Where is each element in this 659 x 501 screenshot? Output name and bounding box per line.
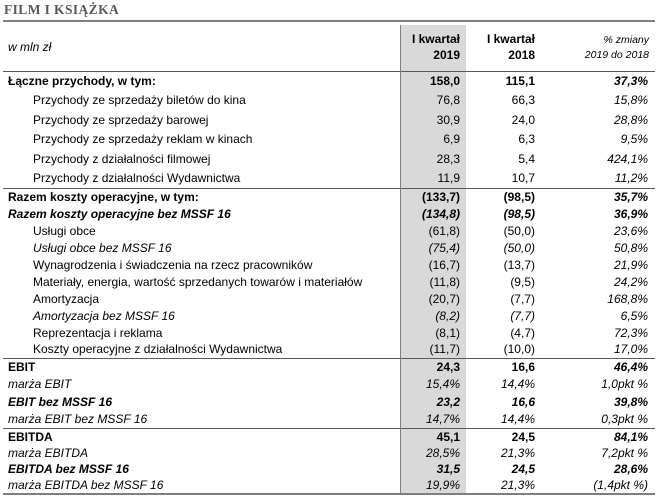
value-2018: 14,4% xyxy=(500,412,535,427)
header-row xyxy=(3,25,655,71)
value-2019: 19,9% xyxy=(400,478,466,494)
row-label: Przychody z działalności filmowej xyxy=(33,151,211,166)
value-2019: (11,8) xyxy=(400,273,466,290)
row-label: marża EBITDA xyxy=(8,445,89,460)
value-2018: (50,0) xyxy=(503,240,535,255)
value-change: (1,4pkt %) xyxy=(593,478,648,493)
row-label: EBITDA xyxy=(3,428,400,444)
section-ebit xyxy=(3,358,655,428)
value-2019: (16,7) xyxy=(400,256,466,273)
value-2019: (11,7) xyxy=(400,341,466,358)
table-row xyxy=(3,461,655,477)
value-2018: 21,3% xyxy=(500,445,535,460)
value-2018: 24,5 xyxy=(511,462,535,477)
table-row xyxy=(3,110,655,130)
value-2018: 5,4 xyxy=(518,151,535,166)
value-2019: (134,8) xyxy=(400,205,466,222)
column-header-2019-line2: 2019 xyxy=(433,47,460,62)
value-change: 39,8% xyxy=(613,394,648,409)
value-2018: 14,4% xyxy=(500,377,535,392)
table-row xyxy=(3,239,655,256)
value-2019: 6,9 xyxy=(400,130,466,150)
value-2019: (133,7) xyxy=(400,188,466,205)
column-header-change-line2: 2019 do 2018 xyxy=(584,48,649,61)
value-change: 46,4% xyxy=(541,358,655,376)
value-2018: 66,3 xyxy=(511,93,535,108)
value-2018: 24,0 xyxy=(511,112,535,127)
value-change: 50,8% xyxy=(613,240,648,255)
table-row xyxy=(3,393,655,411)
value-2018: (13,7) xyxy=(503,257,535,272)
value-change: 6,5% xyxy=(620,308,648,323)
column-header-change xyxy=(541,25,655,71)
table-row xyxy=(3,130,655,150)
financial-table xyxy=(3,25,655,495)
value-2018: (50,0) xyxy=(503,223,535,238)
table-row xyxy=(3,358,655,376)
section-revenues xyxy=(3,71,655,188)
value-2019: 76,8 xyxy=(400,91,466,111)
table-row xyxy=(3,341,655,358)
value-change: 36,9% xyxy=(613,206,648,221)
value-2018: (4,7) xyxy=(510,325,535,340)
value-2018: 6,3 xyxy=(518,132,535,147)
table-row xyxy=(3,205,655,222)
value-change: 15,8% xyxy=(613,93,648,108)
value-2018: (98,5) xyxy=(503,206,535,221)
row-label: Przychody ze sprzedaży reklam w kinach xyxy=(33,132,253,147)
table-row xyxy=(3,169,655,189)
column-header-2019-line1: I kwartał xyxy=(411,32,460,47)
value-change: 24,2% xyxy=(613,274,648,289)
table-row xyxy=(3,290,655,307)
column-header-2018-line2: 2018 xyxy=(508,47,535,62)
row-label: Przychody ze sprzedaży barowej xyxy=(33,112,209,127)
value-2018: (7,7) xyxy=(510,308,535,323)
value-2018: 16,6 xyxy=(511,394,535,409)
row-label: Przychody ze sprzedaży biletów do kina xyxy=(33,93,246,108)
section-costs xyxy=(3,188,655,358)
value-change: 17,0% xyxy=(613,342,648,357)
table-row xyxy=(3,307,655,324)
row-label: Koszty operacyjne z działalności Wydawnictwa xyxy=(33,342,283,357)
row-label: marża EBITDA bez MSSF 16 xyxy=(8,478,164,493)
column-header-change-line1: % zmiany xyxy=(603,33,649,46)
value-change: 28,6% xyxy=(613,462,648,477)
table-row xyxy=(3,478,655,494)
value-2019: (20,7) xyxy=(400,290,466,307)
value-2019: 30,9 xyxy=(400,110,466,130)
row-label: Materiały, energia, wartość sprzedanych towarów i materiałów xyxy=(33,274,363,289)
value-2019: 15,4% xyxy=(400,376,466,394)
table-row xyxy=(3,222,655,239)
value-2018: 21,3% xyxy=(500,478,535,493)
value-2018: (10,0) xyxy=(503,342,535,357)
value-change: 23,6% xyxy=(613,223,648,238)
table-row xyxy=(3,324,655,341)
value-2018: 24,5 xyxy=(466,428,541,444)
table-row xyxy=(3,71,655,91)
row-label: Usługi obce bez MSSF 16 xyxy=(33,240,172,255)
row-label: Razem koszty operacyjne, w tym: xyxy=(3,188,400,205)
value-2019: (8,1) xyxy=(400,324,466,341)
table-row xyxy=(3,256,655,273)
table-row xyxy=(3,376,655,394)
value-change: 0,3pkt % xyxy=(601,412,648,427)
row-label: EBIT bez MSSF 16 xyxy=(8,394,113,409)
table-row xyxy=(3,188,655,205)
section-ebitda xyxy=(3,428,655,494)
value-change: 1,0pkt % xyxy=(601,377,648,392)
value-2018: (7,7) xyxy=(510,291,535,306)
row-label: marża EBIT bez MSSF 16 xyxy=(8,412,148,427)
value-2018: (9,5) xyxy=(510,274,535,289)
row-label: Reprezentacja i reklama xyxy=(33,325,163,340)
value-change: 9,5% xyxy=(620,132,648,147)
value-change: 424,1% xyxy=(607,151,648,166)
value-2019: 28,5% xyxy=(400,445,466,461)
row-label: Usługi obce xyxy=(33,223,96,238)
row-label: EBITDA bez MSSF 16 xyxy=(8,462,129,477)
value-change: 35,7% xyxy=(541,188,655,205)
table-row xyxy=(3,445,655,461)
value-2019: 28,3 xyxy=(400,149,466,169)
value-2018: 16,6 xyxy=(466,358,541,376)
value-2019: 31,5 xyxy=(400,461,466,477)
row-label: Łączne przychody, w tym: xyxy=(3,71,400,91)
value-2019: 14,7% xyxy=(400,411,466,429)
value-change: 11,2% xyxy=(614,171,648,185)
row-label: Wynagrodzenia i świadczenia na rzecz pracowników xyxy=(33,257,313,272)
column-header-2018 xyxy=(466,25,541,71)
value-2018: (98,5) xyxy=(466,188,541,205)
value-2019: 23,2 xyxy=(400,393,466,411)
value-2018: 115,1 xyxy=(466,71,541,91)
table-row xyxy=(3,273,655,290)
row-label: Amortyzacja xyxy=(33,291,100,306)
page-title: FILM I KSIĄŻKA xyxy=(3,1,655,22)
table-header xyxy=(3,25,655,71)
row-label: marża EBIT xyxy=(8,377,72,392)
table-row xyxy=(3,428,655,444)
value-change: 28,8% xyxy=(613,112,648,127)
value-2018: 10,7 xyxy=(511,171,535,185)
value-2019: 11,9 xyxy=(400,169,466,189)
table-row xyxy=(3,91,655,111)
value-change: 7,2pkt % xyxy=(601,445,648,460)
value-change: 72,3% xyxy=(613,325,648,340)
row-label: Razem koszty operacyjne bez MSSF 16 xyxy=(8,206,231,221)
value-change: 37,3% xyxy=(541,71,655,91)
value-change: 84,1% xyxy=(541,428,655,444)
value-2019: 158,0 xyxy=(400,71,466,91)
row-label: Amortyzacja bez MSSF 16 xyxy=(33,308,175,323)
table-row xyxy=(3,149,655,169)
row-label: EBIT xyxy=(3,358,400,376)
value-change: 168,8% xyxy=(607,291,648,306)
value-2019: 45,1 xyxy=(400,428,466,444)
column-header-2018-line1: I kwartał xyxy=(486,32,535,47)
value-2019: (61,8) xyxy=(400,222,466,239)
value-change: 21,9% xyxy=(613,257,648,272)
value-2019: (75,4) xyxy=(400,239,466,256)
value-2019: (8,2) xyxy=(400,307,466,324)
value-2019: 24,3 xyxy=(400,358,466,376)
table-row xyxy=(3,411,655,429)
unit-label: w mln zł xyxy=(8,39,52,54)
row-label: Przychody z działalności Wydawnictwa xyxy=(33,171,241,185)
column-header-2019 xyxy=(400,25,466,71)
